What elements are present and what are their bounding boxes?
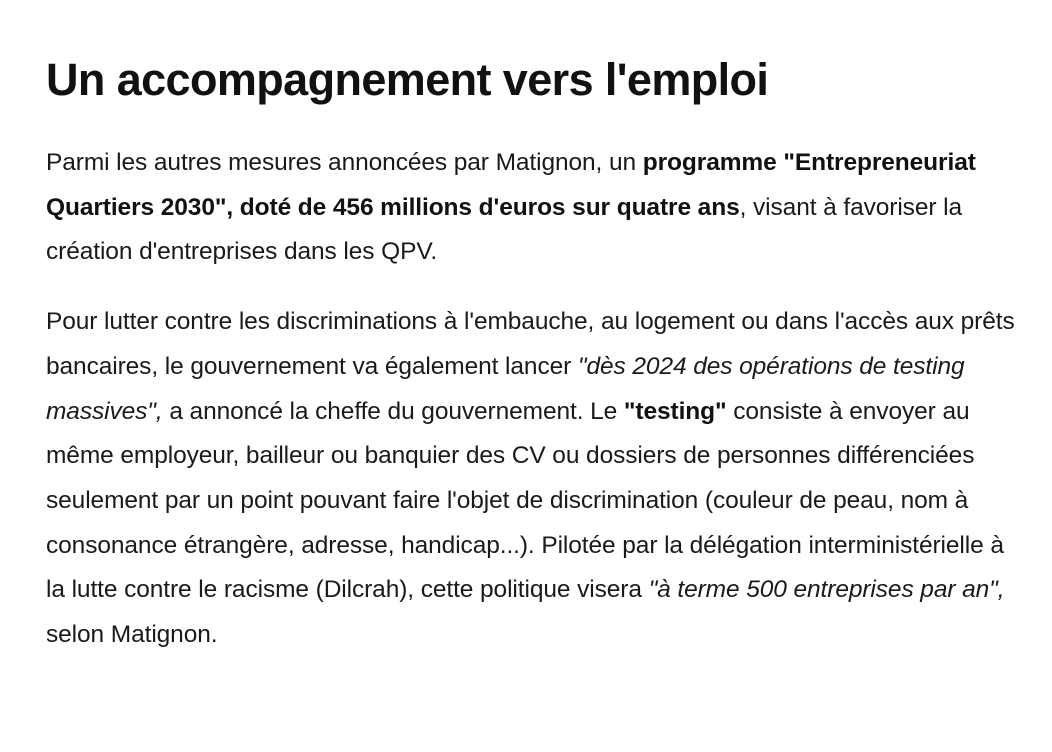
section-heading: Un accompagnement vers l'emploi xyxy=(46,54,769,105)
paragraph-text: a annoncé la cheffe du gouvernement. Le xyxy=(162,397,624,425)
quote-testing-operations: "dès 2024 des opérations de testing massives", xyxy=(46,352,965,425)
paragraph-text: consiste à envoyer au même employeur, bailleur ou banquier des CV ou dossiers de personnes différenciées seulement par un point pouvant faire l'objet de discrimination (couleur de peau, nom à consonance étrangère, adresse, handicap...). Pilotée par la délégation interministérielle à la lutte contre le racisme (Dilcrah), cette politique visera xyxy=(46,397,1004,604)
testing-term: "testing" xyxy=(623,397,727,425)
programme-highlight: programme "Entrepreneuriat Quartiers 2030", doté de 456 millions d'euros sur quatre ans xyxy=(46,149,976,221)
paragraph-text: Pour lutter contre les discriminations à l'embauche, au logement ou dans l'accès aux prêts bancaires, le gouvernement va également lancer xyxy=(46,308,1015,380)
paragraph-programme xyxy=(46,141,1021,275)
paragraph-text: selon Matignon. xyxy=(46,621,218,649)
quote-enterprises-target: "à terme 500 entreprises par an", xyxy=(648,576,1005,604)
paragraph-testing xyxy=(46,300,1021,658)
paragraph-text: , visant à favoriser la création d'entreprises dans les QPV. xyxy=(46,193,962,266)
article-section xyxy=(46,52,1021,658)
paragraph-text: Parmi les autres mesures annoncées par Matignon, un xyxy=(46,149,643,176)
